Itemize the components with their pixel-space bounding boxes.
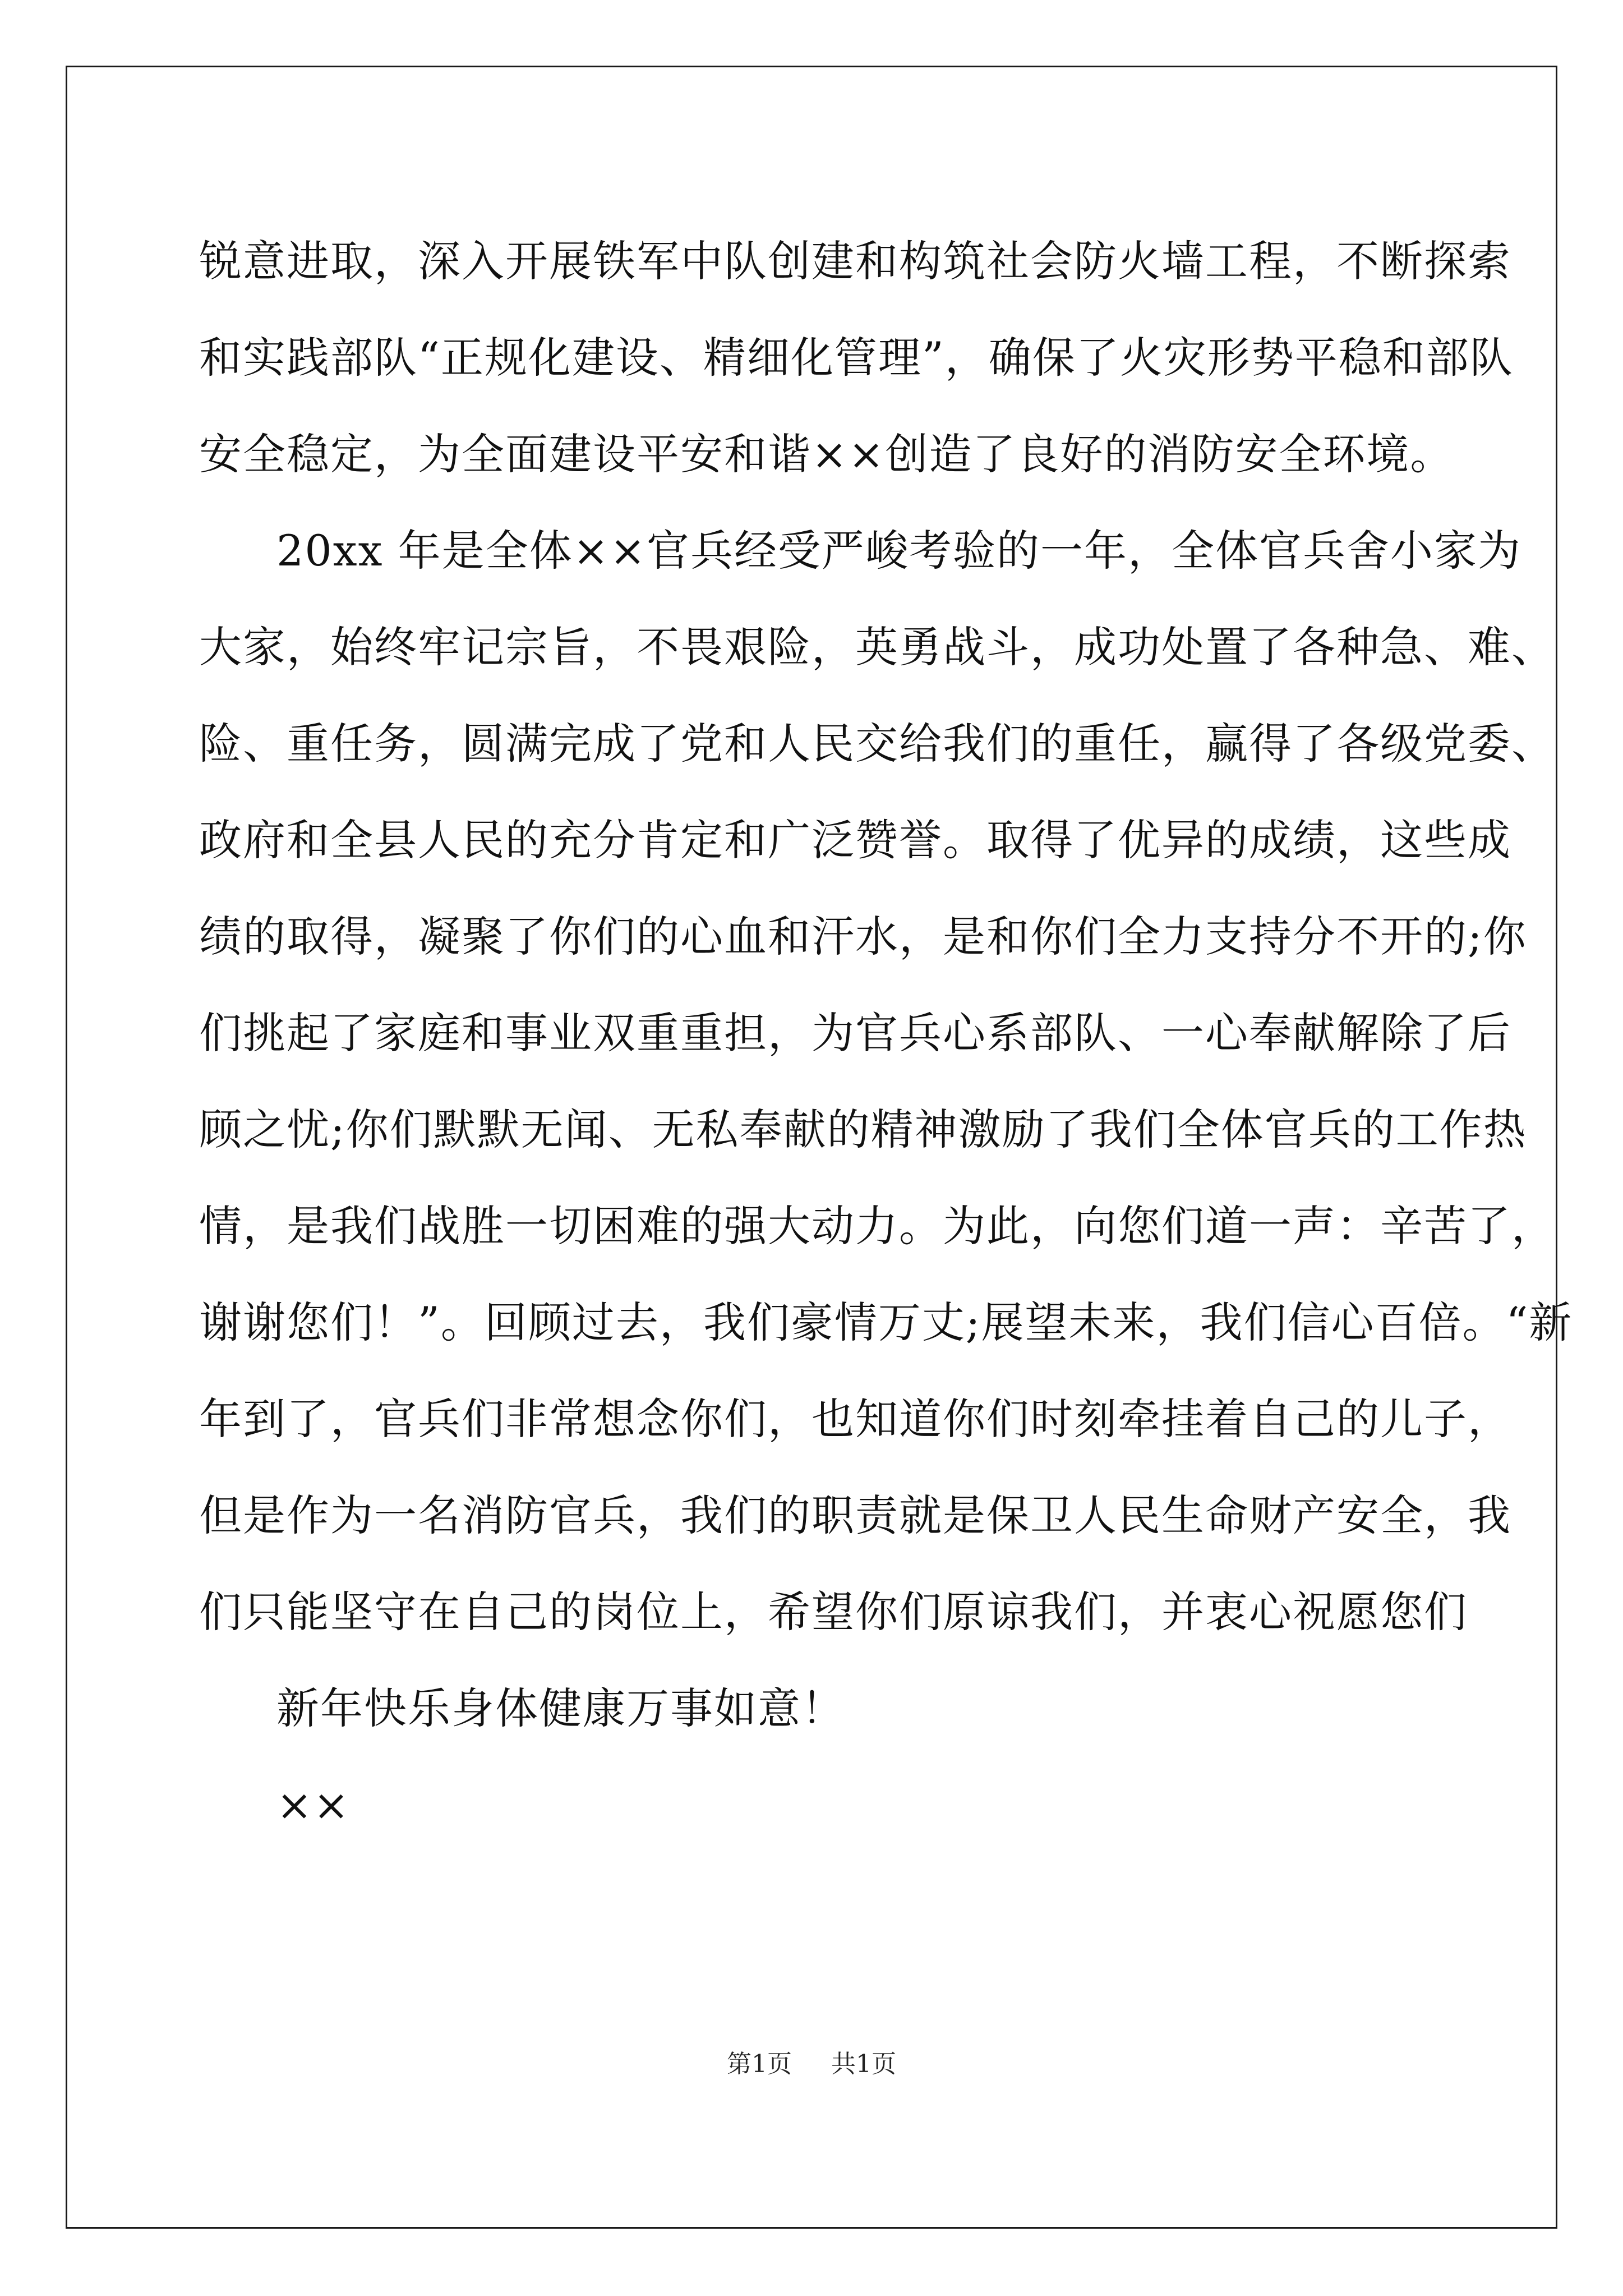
text-line: 谢谢您们！”。回顾过去，我们豪情万丈;展望未来，我们信心百倍。“新 [199,1297,1573,1347]
signature-line: ×× [276,1780,351,1830]
page-total: 共1页 [831,2050,896,2078]
text-line: 险、重任务，圆满完成了党和人民交给我们的重任，赢得了各级党委、 [199,719,1555,769]
text-line: 政府和全县人民的充分肯定和广泛赞誉。取得了优异的成绩，这些成 [199,815,1511,865]
text-line: 们只能坚守在自己的岗位上，希望你们原谅我们，并衷心祝愿您们 [199,1587,1468,1637]
text-line: 绩的取得，凝聚了你们的心血和汗水，是和你们全力支持分不开的;你 [199,912,1527,961]
document-body [199,213,1573,1853]
text-line: 但是作为一名消防官兵，我们的职责就是保卫人民生命财产安全，我 [199,1490,1511,1540]
page-footer [0,2047,1623,2081]
page-number: 第1页 [727,2050,792,2078]
greeting-line: 新年快乐身体健康万事如意！ [276,1683,845,1733]
text-line: 情，是我们战胜一切困难的强大动力。为此，向您们道一声：辛苦了， [199,1201,1555,1251]
text-line: 们挑起了家庭和事业双重重担，为官兵心系部队、一心奉献解除了后 [199,1008,1511,1058]
text-line: 安全稳定，为全面建设平安和谐××创造了良好的消防安全环境。 [199,429,1454,479]
text-line: 大家，始终牢记宗旨，不畏艰险，英勇战斗，成功处置了各种急、难、 [199,622,1555,672]
paragraph-start-line: 20xx 年是全体××官兵经受严峻考验的一年，全体官兵舍小家为 [276,526,1521,576]
text-line: 年到了，官兵们非常想念你们，也知道你们时刻牵挂着自己的儿子， [199,1394,1511,1444]
text-line: 锐意进取，深入开展铁军中队创建和构筑社会防火墙工程，不断探索 [199,236,1511,286]
text-line: 顾之忧;你们默默无闻、无私奉献的精神激励了我们全体官兵的工作热 [199,1105,1527,1154]
text-line: 和实践部队“正规化建设、精细化管理”，确保了火灾形势平稳和部队 [199,333,1514,383]
